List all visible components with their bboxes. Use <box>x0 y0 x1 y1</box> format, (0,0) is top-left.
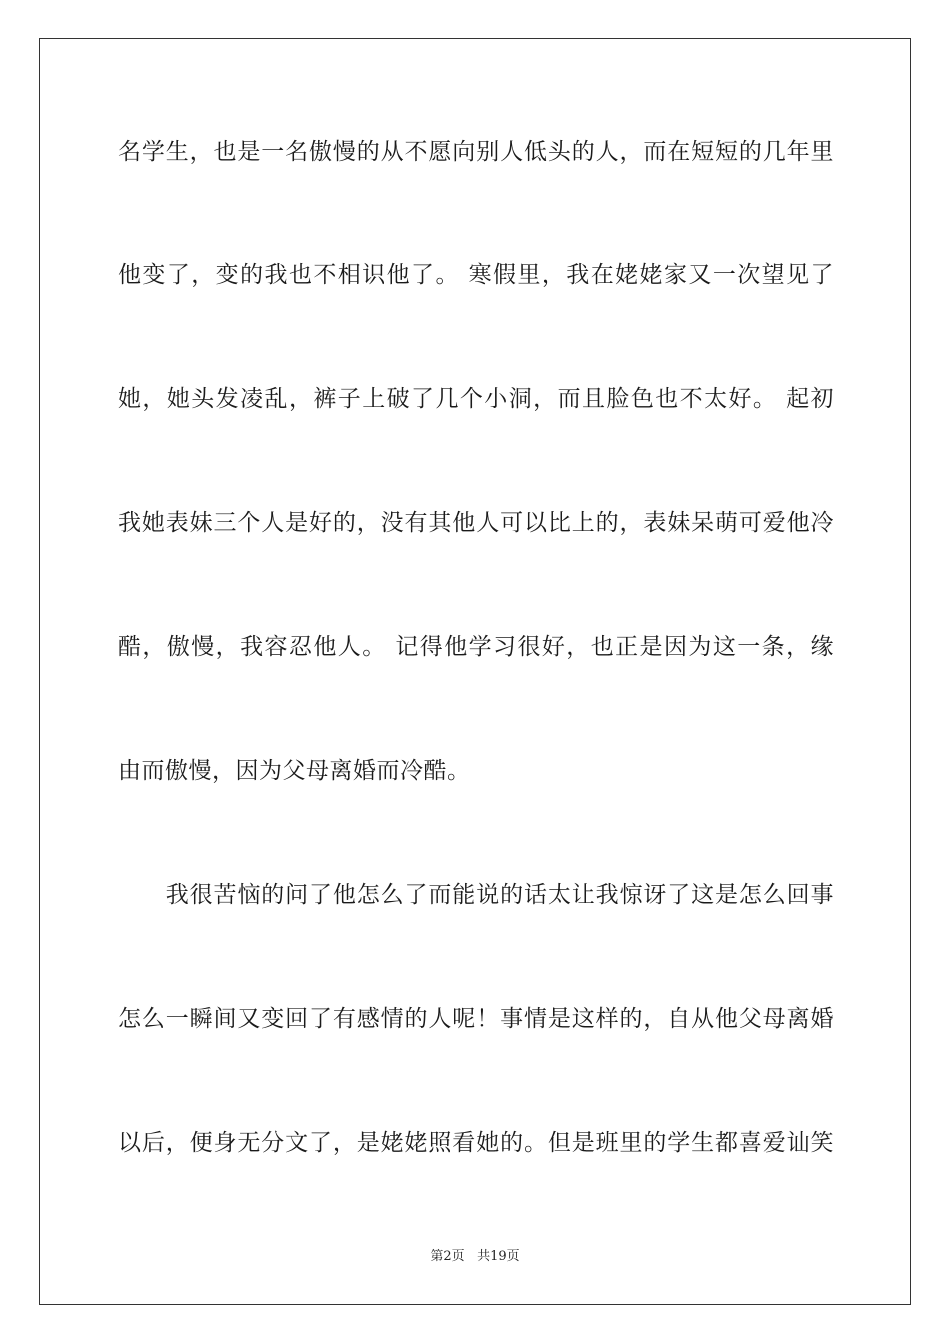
page-number: 第2页 <box>430 1249 465 1264</box>
text-line: 他变了，变的我也不相识他了。 寒假里，我在姥姥家又一次望见了 <box>118 262 834 288</box>
page-footer <box>0 1248 950 1266</box>
text-line: 怎么一瞬间又变回了有感情的人呢！事情是这样的，自从他父母离婚 <box>118 1006 834 1032</box>
text-line: 以后，便身无分文了，是姥姥照看她的。但是班里的学生都喜爱讪笑 <box>118 1130 834 1156</box>
text-line: 我她表妹三个人是好的，没有其他人可以比上的，表妹呆萌可爱他冷 <box>118 510 834 536</box>
text-line: 她，她头发凌乱，裤子上破了几个小洞，而且脸色也不太好。 起初 <box>118 386 834 412</box>
text-line: 我很苦恼的问了他怎么了而能说的话太让我惊讶了这是怎么回事 <box>118 882 834 908</box>
text-line: 名学生，也是一名傲慢的从不愿向别人低头的人，而在短短的几年里 <box>118 139 834 165</box>
text-line: 由而傲慢，因为父母离婚而冷酷。 <box>118 758 471 784</box>
page-total: 共19页 <box>477 1249 520 1264</box>
text-line: 酷，傲慢，我容忍他人。 记得他学习很好，也正是因为这一条，缘 <box>118 634 834 660</box>
page-border <box>39 38 911 1305</box>
